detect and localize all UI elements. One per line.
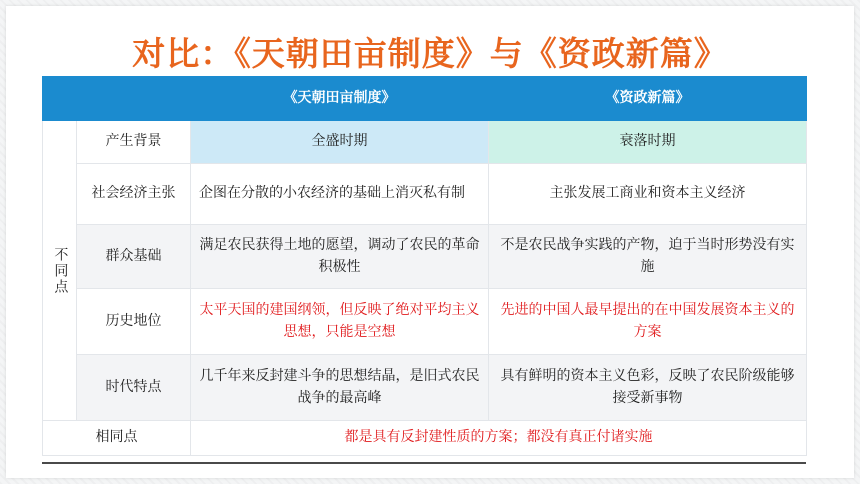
comparison-table <box>42 76 807 456</box>
cell-tianchao: 企图在分散的小农经济的基础上消灭私有制 <box>191 164 489 225</box>
row-label: 群众基础 <box>77 225 191 289</box>
cell-tianchao: 全盛时期 <box>191 121 489 164</box>
row-label: 产生背景 <box>77 121 191 164</box>
table-row <box>43 225 807 289</box>
same-text: 都是具有反封建性质的方案；都没有真正付诸实施 <box>191 421 807 456</box>
table-row <box>43 421 807 456</box>
header-blank <box>43 77 191 121</box>
cell-zizheng: 不是农民战争实践的产物，迫于当时形势没有实施 <box>489 225 807 289</box>
header-zizheng: 《资政新篇》 <box>489 77 807 121</box>
same-label: 相同点 <box>43 421 191 456</box>
row-label: 时代特点 <box>77 355 191 421</box>
row-label: 社会经济主张 <box>77 164 191 225</box>
table-row <box>43 164 807 225</box>
cell-tianchao: 太平天国的建国纲领，但反映了绝对平均主义思想，只能是空想 <box>191 289 489 355</box>
cell-zizheng: 衰落时期 <box>489 121 807 164</box>
cell-zizheng: 主张发展工商业和资本主义经济 <box>489 164 807 225</box>
row-label: 历史地位 <box>77 289 191 355</box>
cell-tianchao: 几千年来反封建斗争的思想结晶，是旧式农民战争的最高峰 <box>191 355 489 421</box>
group-label-differences: 不同点 <box>43 121 77 421</box>
cell-zizheng: 先进的中国人最早提出的在中国发展资本主义的方案 <box>489 289 807 355</box>
header-tianchao: 《天朝田亩制度》 <box>191 77 489 121</box>
table-row <box>43 121 807 164</box>
header-row <box>43 77 807 121</box>
table-row <box>43 355 807 421</box>
cell-tianchao: 满足农民获得土地的愿望，调动了农民的革命积极性 <box>191 225 489 289</box>
table-row <box>43 289 807 355</box>
cell-zizheng: 具有鲜明的资本主义色彩，反映了农民阶级能够接受新事物 <box>489 355 807 421</box>
slide-title: 对比：《天朝田亩制度》与《资政新篇》 <box>132 34 728 73</box>
bottom-rule <box>42 462 806 464</box>
